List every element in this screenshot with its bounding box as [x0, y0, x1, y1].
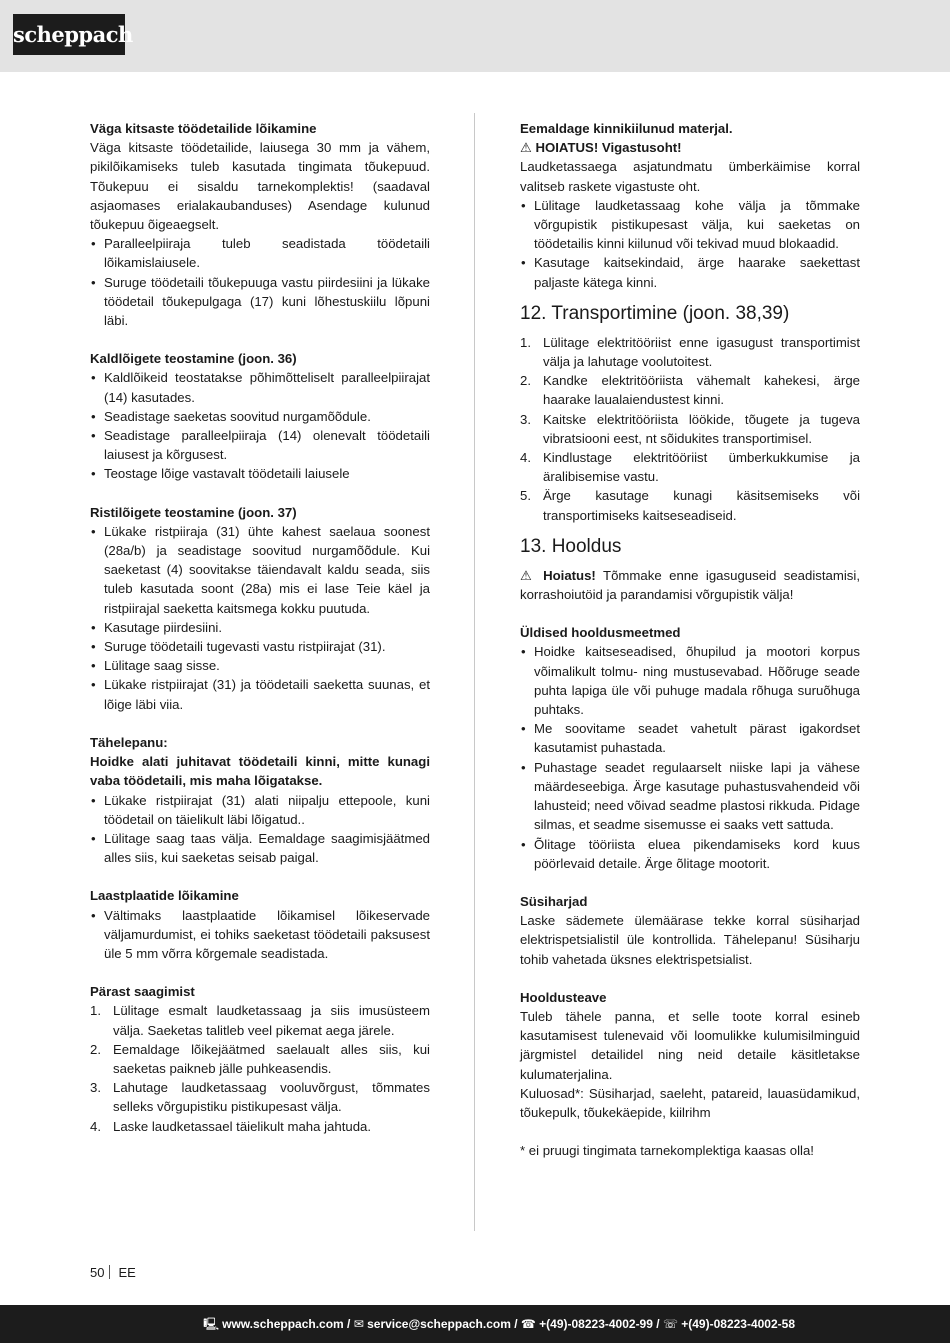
list-number: 4.: [90, 1118, 101, 1134]
list-item: • Lülitage laudketassaag kohe välja ja tõmmake võrgupistik pistikupesast välja, kui saeketas on töödetailis kinni kiilunud või tekivad muud blokaadid.: [520, 196, 860, 254]
list-item: [90, 1001, 430, 1039]
list-item: [520, 371, 860, 409]
list-item: • Hoidke kaitseseadised, õhupilud ja mootori korpus võimalikult tolmu- ning mustusevabad. Hõõruge seade puhta lapiga üle või puhuge madala rõhuga suruõhuga puhtaks.: [520, 642, 860, 719]
section-title: Süsiharjad: [520, 893, 588, 909]
warning-label: ⚠ Hoiatus!: [520, 567, 596, 583]
bullet-list: [90, 368, 430, 483]
list-text: Kindlustage elektritööriist ümberkukkumise ja äralibisemise vastu.: [543, 450, 860, 485]
bullet-list: [90, 906, 430, 964]
list-text: Ärge kasutage kunagi käsitsemiseks või transportimiseks kaitseseadiseid.: [543, 488, 860, 523]
footnote: * ei pruugi tingimata tarnekomplektiga kaasas olla!: [520, 1143, 814, 1159]
numbered-list: [520, 333, 860, 525]
page-number: 50: [90, 1265, 105, 1280]
section-title: Hooldusteave: [520, 989, 607, 1005]
list-item: • Lülitage saag taas välja. Eemaldage saagimisjäätmed alles siis, kui saeketas seisab paigal.: [90, 829, 430, 867]
page-footer: [0, 1305, 950, 1343]
list-item: • Lülitage saag sisse.: [90, 656, 430, 675]
section-title: Pärast saagimist: [90, 984, 195, 1000]
list-item: • Teostage lõige vastavalt töödetaili laiusele: [90, 464, 430, 483]
section-title: Kaldlõigete teostamine (joon. 36): [90, 351, 297, 367]
list-text: Kaitske elektritööriista löökide, tõugete ja tugeva vibratsiooni eest, nt sõidukites transportimisel.: [543, 411, 860, 446]
list-number: 3.: [90, 1080, 101, 1096]
page-separator: [109, 1265, 110, 1279]
numbered-list: [90, 1001, 430, 1135]
list-text: Lülitage esmalt laudketassaag ja siis imusüsteem välja. Saeketas talitleb veel pikemat aega järele.: [113, 1003, 430, 1038]
bullet-list: [90, 522, 430, 714]
list-item: • Suruge töödetaili tõukepuuga vastu piirdesiini ja lükake töödetail tõukepulgaga (17) kuni lõhestuskiilu lõpuni läbi.: [90, 273, 430, 331]
scheppach-logo: scheppach: [13, 14, 125, 55]
bullet-list: [520, 196, 860, 292]
left-column: [90, 119, 430, 1136]
list-item: [90, 1117, 430, 1136]
bullet-list: [90, 234, 430, 330]
column-divider: [474, 113, 475, 1231]
chapter-heading: 12. Transportimine (joon. 38,39): [520, 302, 790, 324]
list-item: • Paralleelpiiraja tuleb seadistada töödetaili lõikamislaiusele.: [90, 234, 430, 272]
list-item: [90, 1040, 430, 1078]
warning-heading: ⚠ HOIATUS! Vigastusoht!: [520, 140, 682, 156]
warning-text: Tõmmake enne igasuguseid seadistamisi, korrashoiutöid ja parandamisi võrgupistik välja!: [520, 567, 860, 603]
list-text: Laske laudketassael täielikult maha jahtuda.: [113, 1118, 372, 1134]
list-item: • Kaldlõikeid teostatakse põhimõtteliselt paralleelpiirajat (14) kasutades.: [90, 368, 430, 406]
language-code: EE: [118, 1265, 136, 1280]
paragraph: Kuluosad*: Süsiharjad, saeleht, patareid, lauasüdamikud, tõukepulk, tõukekäepide, kiilrihm: [520, 1085, 860, 1120]
bullet-list: [90, 791, 430, 868]
list-item: [90, 1078, 430, 1116]
section-title: Üldised hooldusmeetmed: [520, 625, 681, 641]
list-item: • Lükake ristpiiraja (31) ühte kahest saelaua soonest (28a/b) ja seadistage soovitud nurgamõõdule. Kui saeketast (4) soovitakse täiendavalt kaldu seada, siis tuleb kasutada soont (28a) mis ei lase Teie käel ja ristpiirajal saeketta kaitsmega kokku puutuda.: [90, 522, 430, 618]
list-item: • Seadistage paralleelpiiraja (14) olenevalt töödetaili laiusest ja kõrgusest.: [90, 426, 430, 464]
list-item: • Suruge töödetaili tugevasti vastu ristpiirajat (31).: [90, 637, 430, 656]
section-title: Eemaldage kinnikiilunud materjal.: [520, 121, 733, 136]
list-item: • Lükake ristpiirajat (31) ja töödetaili saeketta suunas, et lõige läbi viia.: [90, 675, 430, 713]
section-title: Tähelepanu:: [90, 734, 168, 750]
paragraph: Laudketassaega asjatundmatu ümberkäimise korral valitseb raskete vigastuste oht.: [520, 159, 860, 194]
section-title: Laastplaatide lõikamine: [90, 888, 239, 904]
list-number: 2.: [90, 1041, 101, 1057]
list-text: Kandke elektritööriista vähemalt kahekesi, ärge haarake laualaiendustest kinni.: [543, 373, 860, 408]
list-item: [520, 486, 860, 524]
list-item: • Õlitage tööriista eluea pikendamiseks kord kuus pöörlevaid detaile. Ärge õlitage mootorit.: [520, 835, 860, 873]
list-item: • Me soovitame seadet vahetult pärast igakordset kasutamist puhastada.: [520, 719, 860, 757]
page-number-area: [90, 1265, 136, 1280]
computer-icon: 🖳: [203, 1317, 220, 1331]
section-subtitle: Hoidke alati juhitavat töödetaili kinni, mitte kunagi vaba töödetaili, mis maha lõigatakse.: [90, 754, 430, 789]
list-number: 1.: [520, 334, 531, 350]
list-text: Lahutage laudketassaag vooluvõrgust, tõmmates selleks võrgupistiku pistikupesast välja.: [113, 1080, 430, 1115]
list-item: • Seadistage saeketas soovitud nurgamõõdule.: [90, 407, 430, 426]
page-header: [0, 0, 950, 72]
chapter-heading: 13. Hooldus: [520, 535, 622, 557]
right-column: [520, 119, 860, 1160]
section-title: Väga kitsaste töödetailide lõikamine: [90, 121, 317, 136]
list-number: 1.: [90, 1003, 101, 1019]
list-number: 4.: [520, 450, 531, 466]
bullet-list: [520, 642, 860, 872]
list-number: 3.: [520, 411, 531, 427]
list-item: • Vältimaks laastplaatide lõikamisel lõikeservade väljamurdumist, ei tohiks saeketast töödetaili paksusest üle 5 mm võrra kõrgemale seadistada.: [90, 906, 430, 964]
section-title: Ristilõigete teostamine (joon. 37): [90, 504, 297, 520]
list-item: [520, 448, 860, 486]
list-item: • Kasutage piirdesiini.: [90, 618, 430, 637]
contact-line-wrapper: [203, 1305, 795, 1343]
warning-paragraph: [520, 566, 860, 604]
list-item: [520, 410, 860, 448]
list-item: • Puhastage seadet regulaarselt niiske lapi ja vähese määrdeseebiga. Ärge kasutage puhastusvahendeid või lahusteid; need võivad seadme plastosi rikkuda. Pidage silmas, et seadme sisemusse ei saaks vett sattuda.: [520, 758, 860, 835]
list-text: Lülitage elektritööriist enne igasugust transportimist välja ja lahutage voolutoitest.: [543, 334, 860, 370]
list-number: 2.: [520, 373, 531, 389]
list-item: • Lükake ristpiirajat (31) alati niipalju ettepoole, kuni töödetail on täielikult läbi lõigatud..: [90, 791, 430, 829]
paragraph: Laske sädemete ülemäärase tekke korral süsiharjad elektrispetsialistil üle kontrollida. Tähelepanu! Süsiharju tohib vahetada üksnes elektrispetsialist.: [520, 913, 860, 967]
list-item: • Kasutage kaitsekindaid, ärge haarake saekettast paljaste kätega kinni.: [520, 253, 860, 291]
list-item: [520, 333, 860, 371]
list-text: Eemaldage lõikejäätmed saelaualt alles siis, kui saeketas paikneb jälle puhkeasendis.: [113, 1041, 430, 1076]
paragraph: Väga kitsaste töödetailide, laiusega 30 mm ja vähem, pikilõikamiseks tuleb kasutada tingimata tõukepuud. Tõukepuu ei sisaldu tarnekomplektis! (saadaval asjaomases erialakaubanduses) Asendage kulunud tõukepuu õigeaegselt.: [90, 140, 430, 233]
list-number: 5.: [520, 488, 531, 504]
contact-line: www.scheppach.com / ✉ service@scheppach.com / ☎ +(49)-08223-4002-99 / ☏ +(49)-08223-4002-58: [222, 1317, 795, 1331]
paragraph: Tuleb tähele panna, et selle toote korral esineb kasutamisest tulenevaid või loomulikke kulumisilminguid järgmistel detailidel ning neid detaile käsitletakse kulumaterjalina.: [520, 1008, 860, 1082]
